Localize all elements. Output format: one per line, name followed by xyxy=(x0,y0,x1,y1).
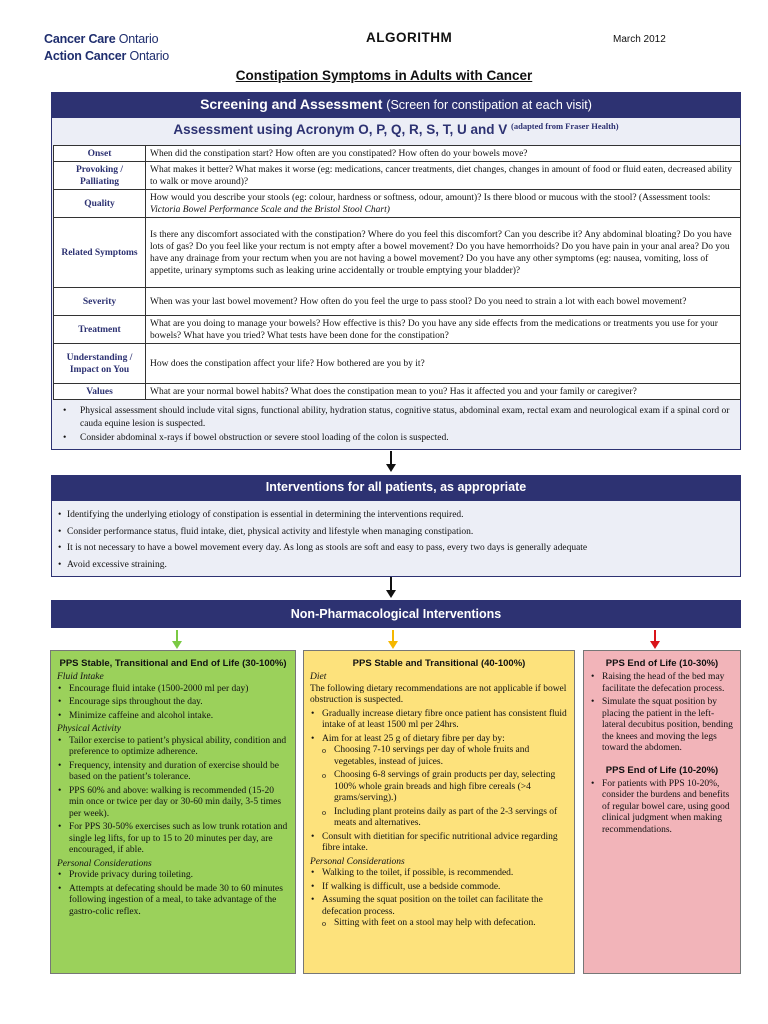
algorithm-label: ALGORITHM xyxy=(366,30,453,45)
interventions-section xyxy=(51,500,741,577)
bullet-icon: • xyxy=(63,433,67,443)
bullet-icon: • xyxy=(58,760,62,771)
sub-list-item: o Sitting with feet on a stool may help with defecation. xyxy=(322,918,536,928)
list-item: • Encourage fluid intake (1500-2000 ml per day) xyxy=(58,683,249,694)
list-item: • Consider abdominal x-rays if bowel obstruction or severe stool loading of the colon is suspected. xyxy=(63,433,449,443)
list-item: • Identifying the underlying etiology of constipation is essential in determining the interventions required. xyxy=(58,507,740,524)
bullet-icon: • xyxy=(311,895,315,905)
bullet-icon: • xyxy=(58,883,62,894)
bullet-icon: • xyxy=(58,697,62,707)
arrow-down-icon xyxy=(385,451,397,473)
column-title: PPS End of Life (10-20%) xyxy=(605,764,719,776)
list-item: • Assuming the squat position on the toilet can facilitate the defecation process. xyxy=(311,895,543,917)
table-row xyxy=(54,316,741,344)
section-heading: Fluid Intake xyxy=(57,672,104,682)
acronym-source: (adapted from Fraser Health) xyxy=(511,121,619,131)
section-heading: Personal Considerations xyxy=(310,856,405,867)
row-text: What are you doing to manage your bowels? How effective is this? Do you have any side effects from the medications or treatments you use for your bowels? What have you tried? What tests have been done for the constipation? xyxy=(146,316,741,344)
list-item: • Provide privacy during toileting. xyxy=(58,870,194,880)
bullet-icon: • xyxy=(58,559,62,570)
row-key: Severity xyxy=(54,288,146,316)
column-title: PPS Stable, Transitional and End of Life (30-100%) xyxy=(59,658,287,669)
non-pharm-header: Non-Pharmacological Interventions xyxy=(51,600,741,628)
section-heading: Diet xyxy=(310,672,327,682)
table-row xyxy=(54,162,741,190)
acronym-title: Assessment using Acronym O, P, Q, R, S, T, U and V $^{(adapted from Fraser Health)}$ xyxy=(173,121,619,137)
bullet-icon: • xyxy=(311,733,315,744)
bullet-icon: • xyxy=(311,831,315,842)
table-row xyxy=(54,384,741,400)
bullet-icon: • xyxy=(58,510,62,520)
row-text: How would you describe your stools (eg: colour, hardness or softness, odour, amount)? Is there blood or mucous with the stool? (Assessment tools: Victoria Bowel Performance Scale and the Bristol Stool Chart) xyxy=(146,190,741,218)
list-item: • Consult with dietitian for specific nutritional advice regarding fibre intake. xyxy=(311,831,558,853)
section-heading: Personal Considerations xyxy=(57,858,152,869)
green-column xyxy=(50,650,296,974)
list-item: • Attempts at defecating should be made 30 to 60 minutes following ingestion of a meal, to take advantage of the gastro-colic reflex. xyxy=(58,883,283,917)
list-item: • Tailor exercise to patient’s physical ability, condition and preference to optimize adherence. xyxy=(58,735,287,757)
list-item: • If walking is difficult, use a bedside commode. xyxy=(311,881,501,892)
yellow-column xyxy=(303,650,575,974)
row-text: When did the constipation start? How often are you constipated? How often do your bowels move? xyxy=(146,146,741,162)
row-key: Treatment xyxy=(54,316,146,344)
diet-intro: The following dietary recommendations are not applicable if bowel obstruction is suspected. xyxy=(310,683,567,705)
red-column xyxy=(583,650,741,974)
row-text: What are your normal bowel habits? What does the constipation mean to you? Has it affected you and your family or caregiver? xyxy=(146,384,741,400)
table-row xyxy=(54,146,741,162)
page-header xyxy=(44,29,724,69)
row-key: Understanding / Impact on You xyxy=(54,344,146,384)
bullet-icon: • xyxy=(58,526,62,537)
row-text: Is there any discomfort associated with the constipation? Where do you feel this discomfort? Can you describe it? Any abdominal bloating? Do you have lots of gas? Do you feel like your rectum is not empty after a bowel movement? Do you have hemorrhoids? Do you have pain in your anal area? Do you have any drainage from your rectum when you are not having a bowel movement? Do you have any other symptoms (eg: nausea, vomiting, loss of appetite, urinary symptoms such as leaking urine accidentally or trouble emptying your bladder)? xyxy=(146,218,741,288)
bullet-icon: • xyxy=(311,868,315,878)
list-item: • For PPS 30-50% exercises such as low trunk rotation and single leg lifts, for up to 15 to 20 minutes per day, are encouraged, if able. xyxy=(58,822,288,855)
page-title: Constipation Symptoms in Adults with Cancer xyxy=(235,68,533,83)
list-item: • Simulate the squat position by placing the patient in the left-lateral decubitus position, bending the knees and moving the legs toward the abdomen. xyxy=(591,697,733,753)
list-item: • Encourage sips throughout the day. xyxy=(58,697,203,707)
row-text: When was your last bowel movement? How often do you feel the urge to pass stool? Do you need to strain a lot with each bowel movement? xyxy=(146,288,741,316)
list-item: • PPS 60% and above: walking is recommended (15-20 min once or twice per day or 30-60 min daily, 3-5 times per week). xyxy=(58,785,282,819)
bullet-icon: • xyxy=(58,543,62,553)
table-row xyxy=(54,190,741,218)
table-row xyxy=(54,288,741,316)
circle-bullet-icon: o xyxy=(322,746,326,755)
logo-cancer-care-ontario: Cancer Care Ontario xyxy=(44,32,159,46)
row-text: How does the constipation affect your life? How bothered are you by it? xyxy=(146,344,741,384)
list-item: • Consider performance status, fluid intake, diet, physical activity and lifestyle when managing constipation. xyxy=(58,524,740,541)
list-item: • For patients with PPS 10-20%, consider the burdens and benefits of regular bowel care, using good clinical judgment when making recommendations. xyxy=(591,778,730,835)
section-heading: Physical Activity xyxy=(57,724,121,734)
list-item: • Frequency, intensity and duration of exercise should be based on the patient’s tolerance. xyxy=(58,760,279,782)
green-arrow-down-icon xyxy=(171,630,183,652)
row-key: Provoking / Palliating xyxy=(54,162,146,190)
document-date: March 2012 xyxy=(613,34,666,45)
column-title: PPS End of Life (10-30%) xyxy=(605,658,719,669)
bullet-icon: • xyxy=(311,881,315,892)
list-item: • It is not necessary to have a bowel movement every day. As long as stools are soft and easy to pass, every two days is generally adequate xyxy=(58,540,740,557)
red-arrow-down-icon xyxy=(649,630,661,652)
row-key: Quality xyxy=(54,190,146,218)
assessment-table xyxy=(53,145,741,400)
list-item: • Minimize caffeine and alcohol intake. xyxy=(58,710,214,721)
list-item: • Gradually increase dietary fibre once patient has consistent fluid intake of at least 1500 ml per 24hrs. xyxy=(311,708,567,730)
row-key: Onset xyxy=(54,146,146,162)
bullet-icon: • xyxy=(58,870,62,880)
row-key: Values xyxy=(54,384,146,400)
row-text: What makes it better? What makes it worse (eg: medications, cancer treatments, diet changes, changes in amount of food or fluid eaten, decreased ability to walk or move around)? xyxy=(146,162,741,190)
arrow-down-icon xyxy=(385,577,397,599)
column-title: PPS Stable and Transitional (40-100%) xyxy=(352,658,526,669)
assessment-section xyxy=(51,117,741,450)
list-item: • Aim for at least 25 g of dietary fibre per day by: xyxy=(311,733,505,744)
list-item: • Raising the head of the bed may facilitate the defecation process. xyxy=(591,672,725,694)
logo-action-cancer-ontario: Action Cancer Ontario xyxy=(44,49,170,63)
bullet-icon: • xyxy=(311,708,315,719)
bullet-icon: • xyxy=(58,683,62,694)
bullet-icon: • xyxy=(591,778,595,789)
assessment-notes xyxy=(60,405,735,445)
bullet-icon: • xyxy=(591,697,595,707)
interventions-header: Interventions for all patients, as appropriate xyxy=(51,475,741,500)
bullet-icon: • xyxy=(591,672,595,682)
yellow-arrow-down-icon xyxy=(387,630,399,652)
bullet-icon: • xyxy=(58,710,62,721)
bullet-icon: • xyxy=(63,406,67,416)
row-key: Related Symptoms xyxy=(54,218,146,288)
sub-list-item: o Including plant proteins daily as part of the 2-3 servings of meats and alternatives. xyxy=(322,806,558,828)
screening-header: Screening and Assessment (Screen for constipation at each visit) xyxy=(51,92,741,117)
circle-bullet-icon: o xyxy=(322,919,326,928)
list-item: • Physical assessment should include vital signs, functional ability, hydration status, cognitive status, abdominal exam, rectal exam and neurological exam if a spinal cord or cauda equine lesion is suspected. xyxy=(63,406,730,429)
bullet-icon: • xyxy=(58,822,62,832)
bullet-icon: • xyxy=(58,735,62,746)
bullet-icon: • xyxy=(58,785,62,796)
table-row xyxy=(54,218,741,288)
list-item: • Walking to the toilet, if possible, is recommended. xyxy=(311,868,514,878)
circle-bullet-icon: o xyxy=(322,771,326,780)
table-row xyxy=(54,344,741,384)
circle-bullet-icon: o xyxy=(322,807,326,817)
list-item: • Avoid excessive straining. xyxy=(58,557,740,574)
sub-list-item: o Choosing 6-8 servings of grain products per day, selecting 100% whole grain breads and high fibre cereals (>4 grams/serving).) xyxy=(322,770,556,803)
sub-list-item: o Choosing 7-10 servings per day of whole fruits and vegetables, instead of juices. xyxy=(322,745,530,767)
